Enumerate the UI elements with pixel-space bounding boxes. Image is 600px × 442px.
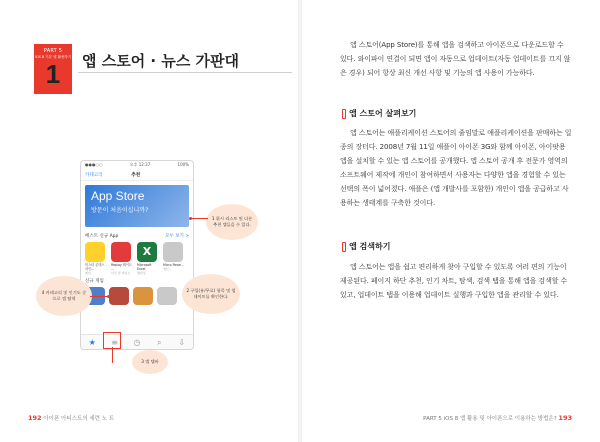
section-1-body: 앱 스토어는 애플리케이션 스토어의 줄임말로 애플리케이션을 판매하는 일종의 장터다. 2008년 7월 11일 애플이 아이폰 3G와 함께 아이폰, 아이팟용 앱을 설치할 수 있는 앱 스토어를 공개했다. 앱 스토어 공개 후 전문가 영역의 소프트웨어 제작에 개인이 참여하면서 사용자는 다양한 앱을 경험할 수 있는 선택의 폭이 넓어졌다. 애플은 (앱 개발사를 포함한) 개인이 앱을 공급하고 사용하는 생태계를 구축한 것이다. (340, 129, 572, 207)
callout-1-text: 1 위시 리스트 및 다른 추천 앱들을 수 있다. (211, 216, 253, 227)
title-divider (78, 72, 292, 73)
callout-1 (206, 204, 258, 240)
apps-row (81, 241, 193, 276)
app-tile[interactable] (137, 242, 159, 275)
callout-1-dot (189, 217, 192, 220)
chapter-tab (34, 44, 72, 94)
search-icon[interactable]: ⌕ (157, 337, 162, 347)
game-icon[interactable] (133, 287, 153, 305)
nav-title: 추천 (131, 173, 141, 178)
app-category: 생산... (163, 267, 172, 271)
intro-paragraph: 앱 스토어(App Store)를 통해 앱을 검색하고 아이폰으로 다운로드할 수 있다. 와이파이 연결이 되면 앱이 자동으로 업데이트(자동 업데이트를 끄지 않은 경우) 되어 항상 최신 개선 사항 및 기능의 앱 사용이 가능하다. (340, 41, 571, 77)
callout-4 (36, 276, 92, 316)
left-folio-text: 아이폰 아티스트의 세련 노 트 (43, 416, 115, 422)
section-heading-2 (342, 241, 390, 252)
game-icon[interactable] (109, 287, 129, 305)
callout-4-line (90, 296, 108, 297)
app-category: 생산성 (137, 271, 146, 275)
banner-subtitle: 방문이 처음이십니까? (91, 207, 149, 214)
callout-2 (182, 274, 240, 314)
callout-4-text: 4 카테고리 및 인기도 순으로 앱 탐색 (41, 290, 87, 301)
game-icon[interactable] (157, 287, 177, 305)
left-folio (28, 414, 114, 422)
app-name: Microsoft Excel (137, 263, 152, 271)
status-bar (81, 161, 193, 170)
right-page-number: 193 (558, 414, 572, 422)
callout-3-line (112, 347, 113, 363)
app-icon (163, 242, 183, 262)
section-new-games-label: 신규 게임 (85, 279, 104, 284)
tab-part: PART 5 (43, 48, 63, 54)
excel-icon: X (137, 242, 157, 262)
app-name: Replay 레이트 ... (111, 263, 133, 271)
app-tab-bar (81, 334, 193, 349)
section-new-games (81, 276, 193, 286)
star-icon[interactable]: ★ (88, 337, 96, 347)
callout-2-text: 2 구입(유/무료) 항목 및 업데이트를 확인한다. (186, 288, 236, 299)
app-icon (111, 242, 131, 262)
callout-3-text: 3 앱 탭바 (141, 359, 159, 364)
section-new-apps-label: 베스트 신규 App (85, 234, 119, 239)
page-gutter (298, 0, 302, 442)
chart-icon[interactable]: ◷ (133, 337, 141, 347)
callout-3 (132, 350, 168, 374)
category-button[interactable]: 카테고리 (85, 173, 103, 178)
app-tile[interactable] (85, 242, 107, 275)
status-time: 오후 12:37 (129, 162, 151, 167)
list-icon[interactable]: ≡ (111, 337, 118, 347)
section-2-title: 앱 검색하기 (349, 242, 391, 251)
left-page-number: 192 (28, 414, 42, 422)
phone-nav-bar (81, 170, 193, 181)
app-category: 사진 및 비디오 (111, 271, 131, 275)
section-new-apps (81, 231, 193, 241)
app-icon (85, 242, 105, 262)
callout-1-line (190, 218, 208, 219)
app-name: Micro Powe... (163, 263, 184, 267)
section-marker-icon (342, 242, 346, 252)
chapter-number: 1 (45, 59, 61, 89)
app-tile[interactable] (111, 242, 133, 275)
app-category: 게임 (85, 271, 91, 275)
right-folio-text: PART 5 iOS 8 앱 활용 및 아이폰으로 이용하는 방법은? (423, 416, 557, 422)
battery-indicator: 100% (177, 162, 189, 167)
callout-4-dot (107, 295, 110, 298)
banner-title: App Store (91, 189, 145, 203)
app-store-banner[interactable] (85, 185, 189, 227)
chapter-title: 앱 스토어 · 뉴스 가판대 (82, 52, 239, 70)
app-tile[interactable] (163, 242, 185, 275)
app-name: 미스터 콘덱스 - 마인... (85, 263, 107, 271)
section-marker-icon (342, 109, 346, 119)
see-all-link[interactable]: 모두 보기 > (164, 234, 189, 239)
update-icon[interactable]: ⇩ (178, 337, 186, 347)
section-2-body: 앱 스토어는 앱을 쉽고 편리하게 찾아 구입할 수 있도록 여러 편의 기능이 제공된다. 페이지 하단 추천, 인기 차트, 탐색, 검색 탭을 통해 앱을 검색할 수 있고, 업데이트 탭을 이용해 업데이트 실행과 구입한 앱을 관리할 수 있다. (340, 263, 568, 299)
section-1-title: 앱 스토어 살펴보기 (349, 109, 417, 118)
tab-subtitle: iOS 8 기본 앱 활용하기 (34, 55, 72, 59)
phone-screenshot (80, 160, 194, 350)
signal-indicator: ●●●○○ (85, 162, 103, 167)
section-heading-1 (342, 108, 416, 119)
right-folio (420, 414, 572, 422)
